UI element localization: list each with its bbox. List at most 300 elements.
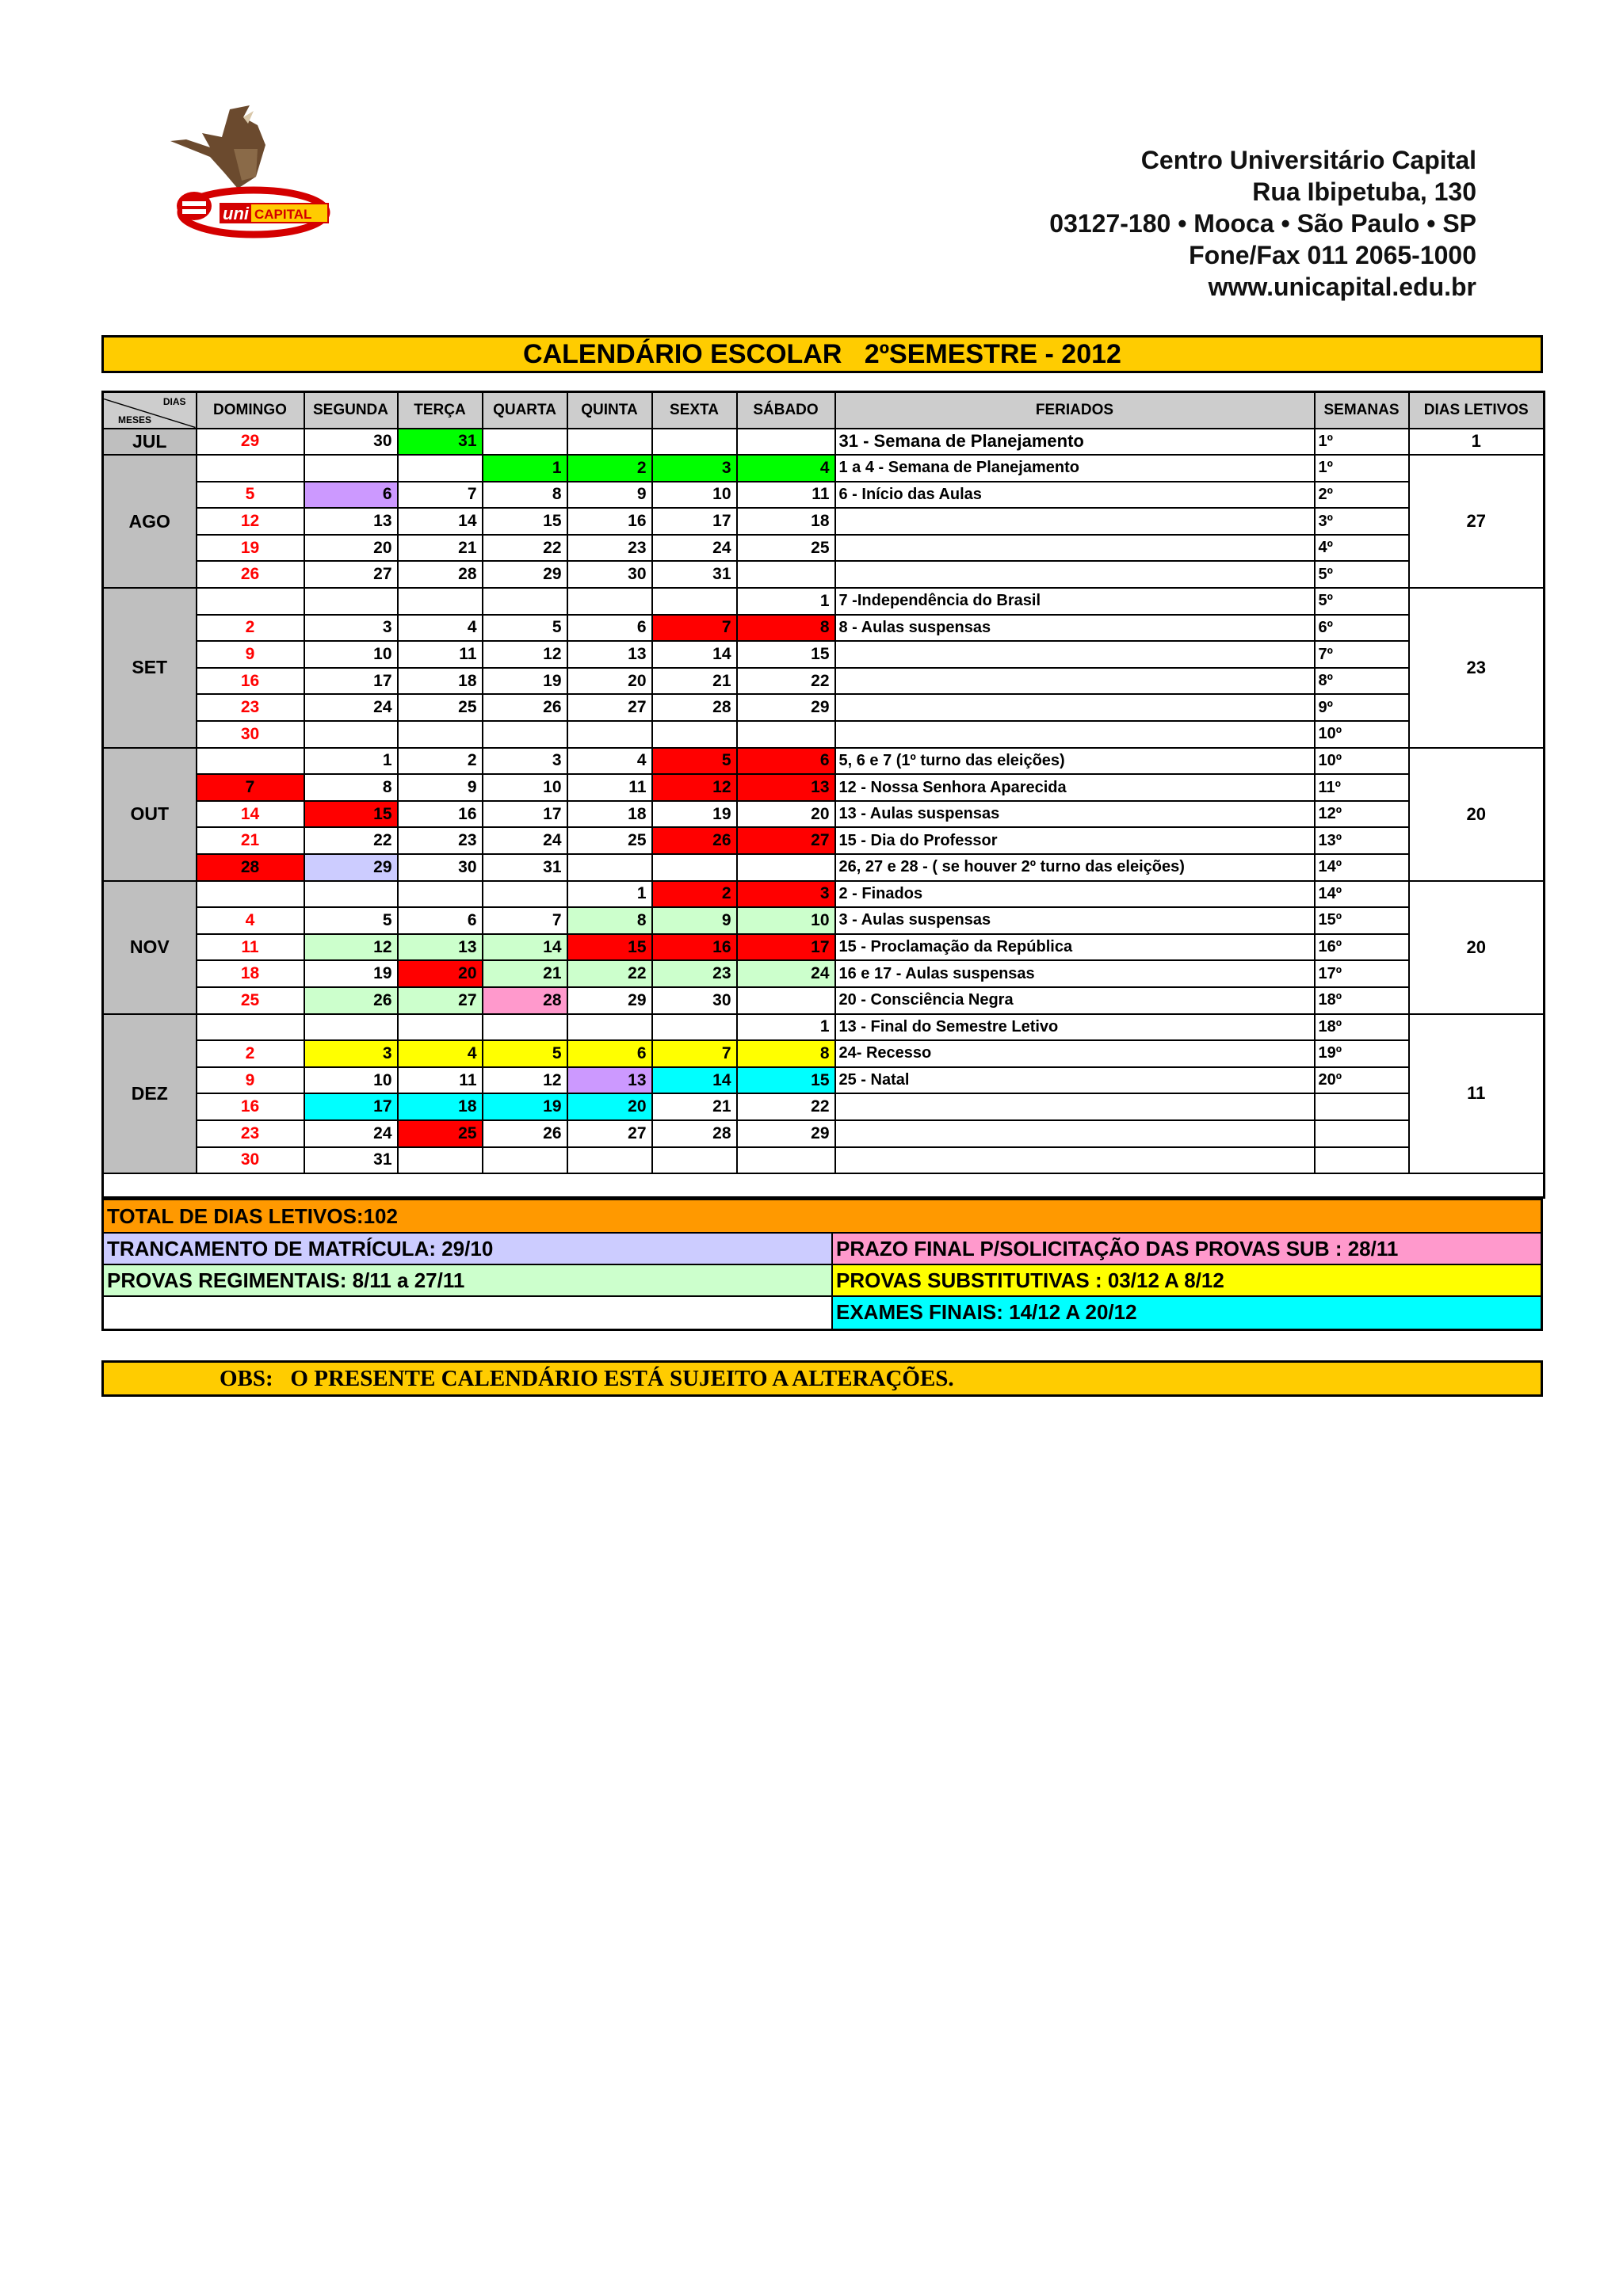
- day-cell: [398, 721, 483, 748]
- day-cell: 31: [652, 561, 737, 588]
- day-cell: 1: [737, 588, 835, 615]
- day-cell: 17: [304, 1093, 398, 1120]
- dias-letivos-cell: 23: [1409, 588, 1545, 748]
- day-cell: 5: [483, 1040, 567, 1067]
- day-cell: [398, 881, 483, 908]
- feriado-cell: [835, 561, 1315, 588]
- day-cell: 23: [398, 827, 483, 854]
- day-cell: 1: [567, 881, 652, 908]
- day-cell: [737, 1147, 835, 1174]
- day-cell: [304, 455, 398, 482]
- day-cell: [567, 721, 652, 748]
- day-cell: 3: [304, 615, 398, 642]
- day-cell: 25: [737, 535, 835, 562]
- day-cell: 28: [483, 987, 567, 1014]
- semana-cell: 12º: [1315, 801, 1409, 828]
- day-cell: [197, 1014, 304, 1041]
- day-cell: 2: [197, 1040, 304, 1067]
- day-cell: 2: [197, 615, 304, 642]
- day-cell: [737, 561, 835, 588]
- day-cell: 19: [652, 801, 737, 828]
- semana-cell: 2º: [1315, 482, 1409, 509]
- day-cell: 13: [567, 641, 652, 668]
- calendar-row: [103, 1147, 1545, 1174]
- day-cell: 14: [483, 934, 567, 961]
- day-cell: 6: [567, 1040, 652, 1067]
- feriado-cell: 12 - Nossa Senhora Aparecida: [835, 774, 1315, 801]
- day-cell: [652, 1014, 737, 1041]
- day-cell: 5: [652, 748, 737, 775]
- day-cell: 12: [483, 641, 567, 668]
- feriado-cell: 7 -Independência do Brasil: [835, 588, 1315, 615]
- day-cell: 4: [398, 1040, 483, 1067]
- feriado-cell: 16 e 17 - Aulas suspensas: [835, 960, 1315, 987]
- feriado-cell: 5, 6 e 7 (1º turno das eleições): [835, 748, 1315, 775]
- semana-cell: [1315, 1147, 1409, 1174]
- trancamento-matricula: TRANCAMENTO DE MATRÍCULA: 29/10: [104, 1234, 833, 1264]
- calendar-row: [103, 694, 1545, 721]
- dias-letivos-cell: 1: [1409, 429, 1545, 456]
- calendar-row: [103, 561, 1545, 588]
- semana-cell: 7º: [1315, 641, 1409, 668]
- day-cell: 1: [483, 455, 567, 482]
- summary-row-2: [104, 1265, 1541, 1297]
- semana-cell: 8º: [1315, 668, 1409, 695]
- feriado-cell: 26, 27 e 28 - ( se houver 2º turno das eleições): [835, 854, 1315, 881]
- day-cell: 15: [737, 1067, 835, 1094]
- day-cell: 6: [737, 748, 835, 775]
- day-cell: 30: [652, 987, 737, 1014]
- day-cell: 23: [652, 960, 737, 987]
- semana-cell: 18º: [1315, 987, 1409, 1014]
- day-cell: 12: [652, 774, 737, 801]
- day-cell: [567, 1147, 652, 1174]
- day-cell: 10: [737, 907, 835, 934]
- day-cell: 17: [304, 668, 398, 695]
- semana-cell: [1315, 1093, 1409, 1120]
- col-feriados: FERIADOS: [835, 392, 1315, 429]
- feriado-cell: 15 - Dia do Professor: [835, 827, 1315, 854]
- semana-cell: 5º: [1315, 588, 1409, 615]
- prazo-provas-sub: PRAZO FINAL P/SOLICITAÇÃO DAS PROVAS SUB : 28/11: [833, 1234, 1541, 1264]
- semana-cell: 13º: [1315, 827, 1409, 854]
- day-cell: 3: [737, 881, 835, 908]
- day-cell: [398, 588, 483, 615]
- feriado-cell: [835, 508, 1315, 535]
- day-cell: 20: [567, 668, 652, 695]
- feriado-cell: 8 - Aulas suspensas: [835, 615, 1315, 642]
- feriado-cell: 24- Recesso: [835, 1040, 1315, 1067]
- day-cell: 1: [304, 748, 398, 775]
- feriado-cell: 20 - Consciência Negra: [835, 987, 1315, 1014]
- day-cell: 20: [737, 801, 835, 828]
- months-days-corner: [103, 392, 197, 429]
- calendar-row: [103, 482, 1545, 509]
- day-cell: 14: [652, 1067, 737, 1094]
- semana-cell: 9º: [1315, 694, 1409, 721]
- day-cell: [483, 721, 567, 748]
- day-cell: 30: [398, 854, 483, 881]
- col-quinta: QUINTA: [567, 392, 652, 429]
- provas-regimentais: PROVAS REGIMENTAIS: 8/11 a 27/11: [104, 1265, 833, 1295]
- calendar-row: [103, 508, 1545, 535]
- day-cell: 17: [737, 934, 835, 961]
- day-cell: 16: [197, 1093, 304, 1120]
- calendar-row: [103, 535, 1545, 562]
- day-cell: 29: [737, 694, 835, 721]
- day-cell: 23: [197, 1120, 304, 1147]
- semana-cell: 18º: [1315, 1014, 1409, 1041]
- day-cell: [652, 588, 737, 615]
- dias-letivos-cell: 20: [1409, 881, 1545, 1014]
- semana-cell: 19º: [1315, 1040, 1409, 1067]
- day-cell: 11: [737, 482, 835, 509]
- day-cell: 22: [567, 960, 652, 987]
- day-cell: 6: [398, 907, 483, 934]
- day-cell: 8: [483, 482, 567, 509]
- feriado-cell: 13 - Aulas suspensas: [835, 801, 1315, 828]
- feriado-cell: [835, 1093, 1315, 1120]
- calendar-row: [103, 934, 1545, 961]
- day-cell: [483, 1147, 567, 1174]
- day-cell: [652, 429, 737, 456]
- semana-cell: 1º: [1315, 455, 1409, 482]
- day-cell: 19: [483, 1093, 567, 1120]
- calendar-row: [103, 429, 1545, 456]
- day-cell: 4: [567, 748, 652, 775]
- day-cell: 28: [197, 854, 304, 881]
- day-cell: 29: [483, 561, 567, 588]
- day-cell: 5: [197, 482, 304, 509]
- day-cell: [483, 881, 567, 908]
- day-cell: [567, 1014, 652, 1041]
- day-cell: 9: [652, 907, 737, 934]
- semana-cell: 11º: [1315, 774, 1409, 801]
- day-cell: 29: [304, 854, 398, 881]
- day-cell: 15: [737, 641, 835, 668]
- day-cell: 1: [737, 1014, 835, 1041]
- semana-cell: [1315, 1120, 1409, 1147]
- col-terca: TERÇA: [398, 392, 483, 429]
- feriado-cell: [835, 668, 1315, 695]
- day-cell: [483, 429, 567, 456]
- month-label: DEZ: [103, 1014, 197, 1174]
- day-cell: 30: [197, 721, 304, 748]
- calendar-row: [103, 960, 1545, 987]
- calendar-row: [103, 1067, 1545, 1094]
- day-cell: 9: [197, 641, 304, 668]
- month-label: NOV: [103, 881, 197, 1014]
- feriado-cell: [835, 1120, 1315, 1147]
- meses-label: MESES: [118, 414, 152, 425]
- day-cell: 23: [567, 535, 652, 562]
- day-cell: 26: [483, 694, 567, 721]
- day-cell: 18: [398, 1093, 483, 1120]
- month-label: AGO: [103, 455, 197, 588]
- day-cell: 8: [737, 1040, 835, 1067]
- org-website[interactable]: www.unicapital.edu.br: [1208, 273, 1476, 301]
- month-label: OUT: [103, 748, 197, 881]
- day-cell: 25: [398, 1120, 483, 1147]
- dias-label: DIAS: [162, 396, 186, 407]
- calendar-row: [103, 907, 1545, 934]
- day-cell: 25: [398, 694, 483, 721]
- day-cell: 19: [304, 960, 398, 987]
- day-cell: 21: [398, 535, 483, 562]
- summary-empty-cell: [104, 1297, 833, 1329]
- feriado-cell: 13 - Final do Semestre Letivo: [835, 1014, 1315, 1041]
- day-cell: 2: [567, 455, 652, 482]
- day-cell: 31: [304, 1147, 398, 1174]
- day-cell: 24: [652, 535, 737, 562]
- observation-note: OBS: O PRESENTE CALENDÁRIO ESTÁ SUJEITO A ALTERAÇÕES.: [101, 1360, 1543, 1397]
- day-cell: 15: [304, 801, 398, 828]
- calendar-row: [103, 1014, 1545, 1041]
- org-phone: Fone/Fax 011 2065-1000: [1189, 241, 1476, 269]
- day-cell: 26: [304, 987, 398, 1014]
- day-cell: [737, 987, 835, 1014]
- day-cell: 3: [304, 1040, 398, 1067]
- calendar-row: [103, 721, 1545, 748]
- exames-finais: EXAMES FINAIS: 14/12 A 20/12: [833, 1297, 1541, 1329]
- day-cell: 10: [483, 774, 567, 801]
- day-cell: [567, 429, 652, 456]
- day-cell: 2: [652, 881, 737, 908]
- feriado-cell: 6 - Início das Aulas: [835, 482, 1315, 509]
- calendar-row: [103, 615, 1545, 642]
- institution-info: [1049, 144, 1476, 303]
- day-cell: 13: [567, 1067, 652, 1094]
- semana-cell: 1º: [1315, 429, 1409, 456]
- day-cell: 22: [304, 827, 398, 854]
- day-cell: 23: [197, 694, 304, 721]
- calendar-row: [103, 854, 1545, 881]
- day-cell: 28: [652, 1120, 737, 1147]
- calendar-row: [103, 881, 1545, 908]
- org-city: 03127-180 • Mooca • São Paulo • SP: [1049, 209, 1476, 238]
- day-cell: 29: [567, 987, 652, 1014]
- col-segunda: SEGUNDA: [304, 392, 398, 429]
- day-cell: 4: [398, 615, 483, 642]
- calendar-row: [103, 641, 1545, 668]
- day-cell: 24: [304, 694, 398, 721]
- col-quarta: QUARTA: [483, 392, 567, 429]
- day-cell: 10: [304, 641, 398, 668]
- calendar-row: [103, 668, 1545, 695]
- day-cell: 17: [483, 801, 567, 828]
- day-cell: 7: [483, 907, 567, 934]
- day-cell: 7: [652, 1040, 737, 1067]
- day-cell: 30: [197, 1147, 304, 1174]
- day-cell: 27: [567, 694, 652, 721]
- day-cell: 4: [197, 907, 304, 934]
- calendar-row: [103, 748, 1545, 775]
- day-cell: 11: [398, 641, 483, 668]
- day-cell: 19: [483, 668, 567, 695]
- feriado-cell: 1 a 4 - Semana de Planejamento: [835, 455, 1315, 482]
- dias-letivos-cell: 20: [1409, 748, 1545, 881]
- day-cell: 11: [567, 774, 652, 801]
- calendar-title: CALENDÁRIO ESCOLAR 2ºSEMESTRE - 2012: [101, 335, 1543, 373]
- total-dias-letivos: TOTAL DE DIAS LETIVOS:102: [104, 1200, 1541, 1234]
- day-cell: 12: [197, 508, 304, 535]
- day-cell: 13: [737, 774, 835, 801]
- day-cell: 21: [483, 960, 567, 987]
- feriado-cell: 25 - Natal: [835, 1067, 1315, 1094]
- col-sabado: SÁBADO: [737, 392, 835, 429]
- day-cell: 20: [304, 535, 398, 562]
- day-cell: 8: [737, 615, 835, 642]
- day-cell: 13: [304, 508, 398, 535]
- day-cell: 25: [197, 987, 304, 1014]
- day-cell: 22: [483, 535, 567, 562]
- org-address: Rua Ibipetuba, 130: [1252, 177, 1476, 206]
- feriado-cell: [835, 721, 1315, 748]
- feriado-cell: 15 - Proclamação da República: [835, 934, 1315, 961]
- day-cell: 12: [304, 934, 398, 961]
- calendar-row: [103, 588, 1545, 615]
- day-cell: 21: [652, 668, 737, 695]
- day-cell: 18: [197, 960, 304, 987]
- semana-cell: 20º: [1315, 1067, 1409, 1094]
- day-cell: 21: [652, 1093, 737, 1120]
- day-cell: 3: [483, 748, 567, 775]
- svg-text:CAPITAL: CAPITAL: [254, 207, 312, 222]
- day-cell: 16: [398, 801, 483, 828]
- feriado-cell: [835, 1147, 1315, 1174]
- day-cell: 17: [652, 508, 737, 535]
- calendar-body: [103, 429, 1545, 1198]
- day-cell: 11: [197, 934, 304, 961]
- day-cell: 9: [567, 482, 652, 509]
- day-cell: 14: [652, 641, 737, 668]
- day-cell: 2: [398, 748, 483, 775]
- day-cell: [567, 854, 652, 881]
- day-cell: [652, 854, 737, 881]
- day-cell: 27: [398, 987, 483, 1014]
- semana-cell: 15º: [1315, 907, 1409, 934]
- col-domingo: DOMINGO: [197, 392, 304, 429]
- calendar-empty-row: [103, 1173, 1545, 1197]
- day-cell: 27: [304, 561, 398, 588]
- semana-cell: 6º: [1315, 615, 1409, 642]
- day-cell: 30: [567, 561, 652, 588]
- day-cell: 15: [567, 934, 652, 961]
- day-cell: 21: [197, 827, 304, 854]
- day-cell: 18: [737, 508, 835, 535]
- day-cell: 3: [652, 455, 737, 482]
- day-cell: 7: [197, 774, 304, 801]
- day-cell: 25: [567, 827, 652, 854]
- day-cell: [737, 721, 835, 748]
- day-cell: 24: [304, 1120, 398, 1147]
- day-cell: 24: [737, 960, 835, 987]
- day-cell: 12: [483, 1067, 567, 1094]
- day-cell: 5: [483, 615, 567, 642]
- summary-row-3: [104, 1297, 1541, 1329]
- provas-substitutivas: PROVAS SUBSTITUTIVAS : 03/12 A 8/12: [833, 1265, 1541, 1295]
- calendar-row: [103, 774, 1545, 801]
- day-cell: 14: [197, 801, 304, 828]
- day-cell: 26: [197, 561, 304, 588]
- day-cell: 31: [483, 854, 567, 881]
- feriado-cell: [835, 535, 1315, 562]
- day-cell: [652, 1147, 737, 1174]
- semana-cell: 3º: [1315, 508, 1409, 535]
- org-name: Centro Universitário Capital: [1140, 146, 1476, 174]
- day-cell: 24: [483, 827, 567, 854]
- day-cell: 6: [304, 482, 398, 509]
- feriado-cell: [835, 694, 1315, 721]
- semana-cell: 10º: [1315, 748, 1409, 775]
- feriado-cell: 3 - Aulas suspensas: [835, 907, 1315, 934]
- day-cell: [304, 721, 398, 748]
- day-cell: [304, 588, 398, 615]
- day-cell: [197, 881, 304, 908]
- day-cell: [398, 1014, 483, 1041]
- day-cell: 26: [652, 827, 737, 854]
- day-cell: [197, 588, 304, 615]
- calendar-row: [103, 1120, 1545, 1147]
- day-cell: [483, 588, 567, 615]
- day-cell: [304, 1014, 398, 1041]
- semana-cell: 14º: [1315, 881, 1409, 908]
- calendar-row: [103, 827, 1545, 854]
- day-cell: [398, 455, 483, 482]
- day-cell: 19: [197, 535, 304, 562]
- calendar-row: [103, 1040, 1545, 1067]
- day-cell: 7: [398, 482, 483, 509]
- feriado-cell: [835, 641, 1315, 668]
- day-cell: 20: [567, 1093, 652, 1120]
- day-cell: 10: [652, 482, 737, 509]
- month-label: SET: [103, 588, 197, 748]
- day-cell: 28: [652, 694, 737, 721]
- day-cell: [197, 748, 304, 775]
- col-dias-letivos: DIAS LETIVOS: [1409, 392, 1545, 429]
- unicapital-logo: [155, 101, 337, 244]
- day-cell: 11: [398, 1067, 483, 1094]
- day-cell: 22: [737, 668, 835, 695]
- day-cell: [304, 881, 398, 908]
- day-cell: 22: [737, 1093, 835, 1120]
- semana-cell: 16º: [1315, 934, 1409, 961]
- day-cell: 15: [483, 508, 567, 535]
- day-cell: 18: [567, 801, 652, 828]
- day-cell: 4: [737, 455, 835, 482]
- semana-cell: 14º: [1315, 854, 1409, 881]
- day-cell: 9: [197, 1067, 304, 1094]
- day-cell: 16: [567, 508, 652, 535]
- day-cell: [398, 1147, 483, 1174]
- day-cell: 6: [567, 615, 652, 642]
- month-label: JUL: [103, 429, 197, 456]
- summary-box: [101, 1198, 1543, 1331]
- day-cell: 31: [398, 429, 483, 456]
- calendar-header-row: [103, 392, 1545, 429]
- day-cell: 8: [304, 774, 398, 801]
- dias-letivos-cell: 11: [1409, 1014, 1545, 1174]
- calendar-table: [101, 391, 1545, 1199]
- day-cell: [567, 588, 652, 615]
- semana-cell: 4º: [1315, 535, 1409, 562]
- summary-row-1: [104, 1234, 1541, 1265]
- day-cell: 28: [398, 561, 483, 588]
- day-cell: 7: [652, 615, 737, 642]
- col-semanas: SEMANAS: [1315, 392, 1409, 429]
- day-cell: 29: [197, 429, 304, 456]
- svg-text:uni: uni: [223, 204, 249, 223]
